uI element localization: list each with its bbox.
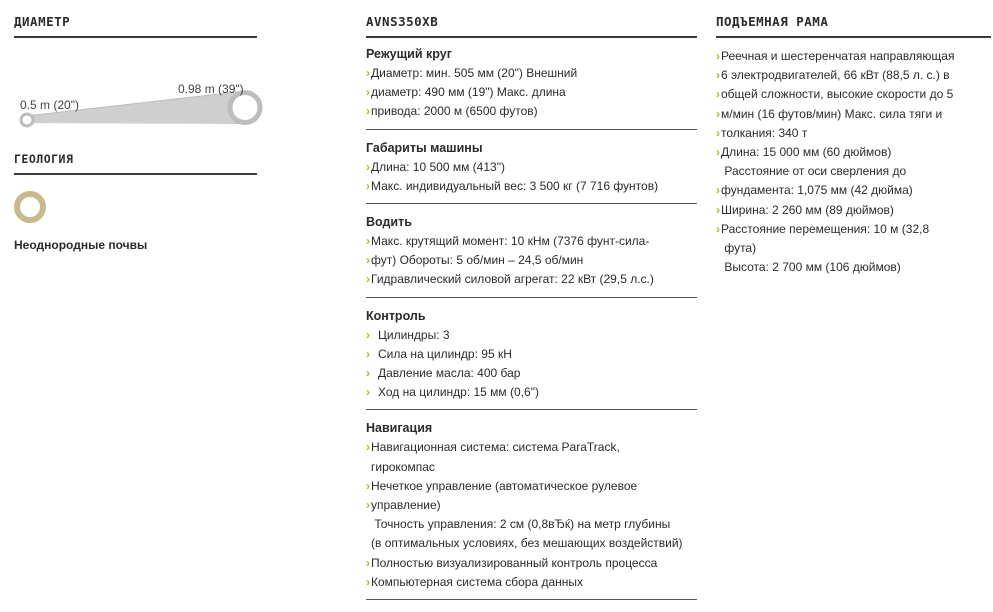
spec-line xyxy=(366,496,697,515)
spec-section xyxy=(366,298,697,411)
chevron-right-icon: › xyxy=(716,221,720,236)
diameter-graphic xyxy=(14,38,257,132)
small-diameter-circle xyxy=(21,114,33,126)
spec-text: Расстояние перемещения: 10 м (32,8 xyxy=(721,221,930,236)
spec-text: толкания: 340 т xyxy=(721,125,808,140)
section-title: Контроль xyxy=(366,308,426,323)
spec-line xyxy=(366,438,697,457)
chevron-right-icon: › xyxy=(366,159,370,174)
spec-section xyxy=(366,130,697,204)
spec-text: фута) xyxy=(721,241,757,256)
spec-line xyxy=(716,258,991,277)
spec-line xyxy=(366,270,697,289)
spec-line xyxy=(366,232,697,251)
spec-line xyxy=(716,47,991,66)
spec-line xyxy=(716,85,991,104)
large-diameter-circle xyxy=(230,93,260,123)
chevron-right-icon: › xyxy=(366,498,370,513)
spec-text: Макс. крутящий момент: 10 кНм (7376 фунт-сила- xyxy=(371,234,650,249)
spec-line xyxy=(366,251,697,270)
spec-text: Ширина: 2 260 мм (89 дюймов) xyxy=(721,202,894,217)
spec-line xyxy=(366,64,697,83)
spec-text: диаметр: 490 мм (19") Макс. длина xyxy=(371,85,566,100)
chevron-right-icon: › xyxy=(366,574,370,589)
chevron-right-icon: › xyxy=(716,106,720,121)
chevron-right-icon: › xyxy=(716,202,720,217)
chevron-right-icon: › xyxy=(366,85,370,100)
geology-heading: ГЕОЛОГИЯ xyxy=(14,152,257,175)
diameter-heading: ДИАМЕТР xyxy=(14,14,257,38)
spec-line xyxy=(716,162,991,181)
diameter-cone-icon xyxy=(14,62,264,132)
spec-line xyxy=(366,83,697,102)
geology-ring-icon xyxy=(14,191,46,223)
diameter-small-label: 0.5 m (20") xyxy=(20,98,79,112)
spec-line xyxy=(366,345,697,364)
spec-text: м/мин (16 футов/мин) Макс. сила тяги и xyxy=(721,106,943,121)
spec-line xyxy=(366,573,697,592)
lifting-frame-heading: ПОДЪЕМНАЯ РАМА xyxy=(716,14,991,38)
spec-line xyxy=(366,534,697,553)
spec-line xyxy=(366,102,697,121)
geology-value: Неоднородные почвы xyxy=(14,238,148,252)
spec-line xyxy=(366,383,697,402)
spec-line xyxy=(366,554,697,573)
spec-text: общей сложности, высокие скорости до 5 xyxy=(721,87,954,102)
spec-text: Длина: 10 500 мм (413") xyxy=(371,159,505,174)
chevron-right-icon: › xyxy=(716,68,720,83)
chevron-right-icon: › xyxy=(366,66,370,80)
chevron-right-icon: › xyxy=(366,555,370,570)
spec-text: Расстояние от оси сверления до xyxy=(721,164,907,179)
spec-text: Макс. индивидуальный вес: 3 500 кг (7 716 фунтов) xyxy=(371,178,659,193)
spec-text: Полностью визуализированный контроль процесса xyxy=(371,555,658,570)
section-title: Габариты машины xyxy=(366,140,483,155)
spec-text: Сила на цилиндр: 95 кН xyxy=(378,346,512,361)
spec-line xyxy=(716,201,991,220)
spec-line xyxy=(716,124,991,143)
chevron-right-icon: › xyxy=(366,346,370,361)
spec-text: Компьютерная система сбора данных xyxy=(371,574,584,589)
spec-text: фут) Обороты: 5 об/мин – 24,5 об/мин xyxy=(371,253,584,268)
chevron-right-icon: › xyxy=(716,145,720,160)
left-column xyxy=(14,14,257,252)
spec-line xyxy=(716,66,991,85)
spec-text: Цилиндры: 3 xyxy=(378,327,450,342)
lifting-frame-specs xyxy=(716,38,991,277)
diameter-big-label: 0.98 m (39") xyxy=(178,82,244,96)
spec-line xyxy=(366,477,697,496)
spec-sections xyxy=(366,38,697,600)
spec-text: Навигационная система: система ParaTrack, xyxy=(371,440,620,455)
chevron-right-icon: › xyxy=(366,178,370,193)
right-column xyxy=(716,14,991,277)
chevron-right-icon: › xyxy=(716,183,720,198)
section-title: Водить xyxy=(366,215,412,230)
spec-line xyxy=(716,105,991,124)
chevron-right-icon: › xyxy=(366,478,370,493)
chevron-right-icon: › xyxy=(366,272,370,287)
spec-line xyxy=(366,177,697,196)
spec-text: Диаметр: мин. 505 мм (20") Внешний xyxy=(371,66,578,80)
chevron-right-icon: › xyxy=(716,49,720,63)
spec-text: Реечная и шестеренчатая направляющая xyxy=(721,49,955,63)
spec-text: Длина: 15 000 мм (60 дюймов) xyxy=(721,145,892,160)
chevron-right-icon: › xyxy=(716,125,720,140)
spec-text: (в оптимальных условиях, без мешающих воздействий) xyxy=(371,536,683,551)
spec-text: Гидравлический силовой агрегат: 22 кВт (29,5 л.с.) xyxy=(371,272,654,287)
spec-line xyxy=(366,326,697,345)
spec-line xyxy=(366,458,697,477)
spec-text: привода: 2000 м (6500 футов) xyxy=(371,104,538,119)
spec-text: Ход на цилиндр: 15 мм (0,6") xyxy=(378,385,539,400)
spec-line xyxy=(716,181,991,200)
chevron-right-icon: › xyxy=(366,104,370,119)
spec-text: 6 электродвигателей, 66 кВт (88,5 л. с.) в xyxy=(721,68,950,83)
chevron-right-icon: › xyxy=(366,234,370,249)
section-title: Навигация xyxy=(366,421,433,436)
chevron-right-icon: › xyxy=(366,366,370,381)
spec-text: гирокомпас xyxy=(371,459,435,474)
spec-section xyxy=(366,38,697,130)
spec-text: Нечеткое управление (автоматическое рулевое xyxy=(371,478,638,493)
chevron-right-icon: › xyxy=(716,87,720,102)
middle-column xyxy=(366,14,697,600)
spec-section xyxy=(366,204,697,298)
spec-line xyxy=(716,239,991,258)
spec-text: фундамента: 1,075 мм (42 дюйма) xyxy=(721,183,913,198)
spec-line xyxy=(366,364,697,383)
spec-line xyxy=(716,143,991,162)
spec-text: Давление масла: 400 бар xyxy=(378,366,521,381)
chevron-right-icon: › xyxy=(366,385,370,400)
chevron-right-icon: › xyxy=(366,327,370,342)
spec-line xyxy=(366,515,697,534)
section-title: Режущий круг xyxy=(366,47,452,61)
spec-text: управление) xyxy=(371,498,441,513)
chevron-right-icon: › xyxy=(366,440,370,455)
spec-line xyxy=(716,220,991,239)
chevron-right-icon: › xyxy=(366,253,370,268)
spec-section xyxy=(366,410,697,600)
spec-line xyxy=(366,158,697,177)
spec-text: Точность управления: 2 см (0,8вЂќ) на метр глубины xyxy=(371,517,671,532)
spec-text: Высота: 2 700 мм (106 дюймов) xyxy=(721,260,901,275)
model-heading: AVNS350XB xyxy=(366,14,697,38)
